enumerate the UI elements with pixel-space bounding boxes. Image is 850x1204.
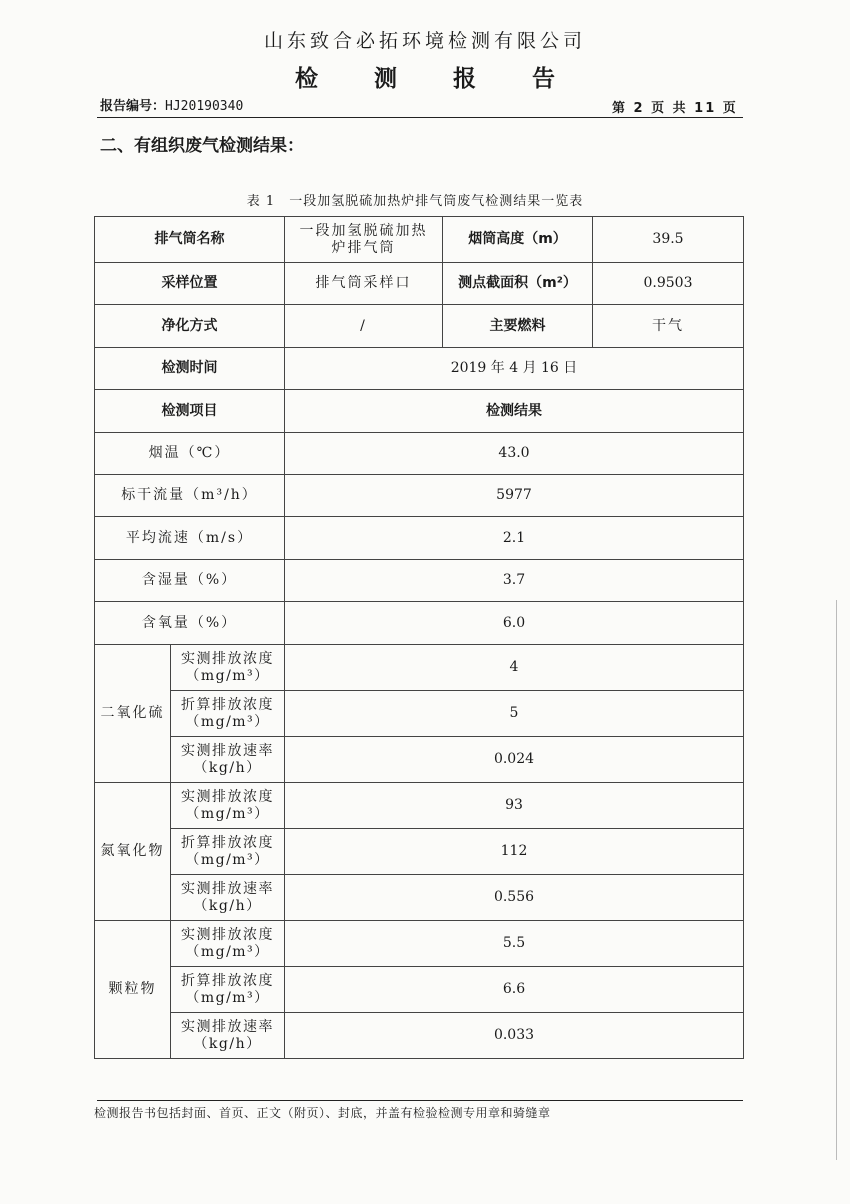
table-row: [95, 305, 744, 348]
cross-section-area-label: 测点截面积（m²）: [443, 263, 593, 305]
fuel-label: 主要燃料: [443, 305, 593, 348]
metric-label: [171, 875, 285, 921]
metric-value: 5: [285, 691, 744, 737]
metric-value: 0.556: [285, 875, 744, 921]
metric-value: 112: [285, 829, 744, 875]
table-row: [95, 390, 744, 433]
sample-position-label: 采样位置: [95, 263, 285, 305]
seam-stamp-edge: [836, 600, 837, 1160]
company-name: 山东致合必拓环境检测有限公司: [263, 30, 586, 52]
report-number-value: HJ20190340: [165, 99, 244, 114]
table-row: [95, 348, 744, 390]
metric-unit: （kg/h）: [193, 897, 262, 914]
table-row: [95, 560, 744, 602]
purification-label: 净化方式: [95, 305, 285, 348]
stack-name-line1: 一段加氢脱硫加热: [299, 222, 428, 239]
fuel-value: 干气: [593, 305, 744, 348]
report-number-label: 报告编号：: [100, 99, 166, 114]
metric-label: [171, 967, 285, 1013]
basic-item-value: 43.0: [285, 433, 744, 475]
table-row: [95, 263, 744, 305]
metric-label: [171, 737, 285, 783]
metric-label: [171, 645, 285, 691]
table-row: [95, 602, 744, 645]
basic-item-value: 5977: [285, 475, 744, 517]
table-row: [95, 921, 744, 967]
table-row: [95, 217, 744, 263]
metric-unit: （mg/m³）: [185, 713, 270, 730]
pollutant-name-nox: 氮氧化物: [95, 783, 171, 921]
pollutant-name-particulate: 颗粒物: [95, 921, 171, 1059]
results-table: [94, 216, 744, 1059]
metric-label: [171, 691, 285, 737]
metric-unit: （kg/h）: [193, 759, 262, 776]
pollutant-name-so2: 二氧化硫: [95, 645, 171, 783]
section-title: 二、有组织废气检测结果：: [100, 136, 304, 156]
purification-value: /: [285, 305, 443, 348]
metric-name: 实测排放浓度: [181, 926, 274, 943]
basic-item-value: 6.0: [285, 602, 744, 645]
table-row: [95, 1013, 744, 1059]
metric-unit: （mg/m³）: [185, 943, 270, 960]
table-caption: 表 1 一段加氢脱硫加热炉排气筒废气检测结果一览表: [246, 194, 584, 209]
table-row: [95, 875, 744, 921]
metric-value: 0.024: [285, 737, 744, 783]
table-row: [95, 967, 744, 1013]
table-row: [95, 645, 744, 691]
table-row: [95, 783, 744, 829]
header-divider: [97, 117, 743, 118]
test-result-header: 检测结果: [285, 390, 744, 433]
cross-section-area-value: 0.9503: [593, 263, 744, 305]
document-title: 检 测 报 告: [294, 66, 580, 92]
basic-item-label: 标干流量（m³/h）: [95, 475, 285, 517]
basic-item-label: 平均流速（m/s）: [95, 517, 285, 560]
test-time-label: 检测时间: [95, 348, 285, 390]
stack-height-value: 39.5: [593, 217, 744, 263]
metric-name: 折算排放浓度: [181, 972, 274, 989]
page-info: 第 2 页 共 11 页: [612, 101, 738, 116]
test-item-header: 检测项目: [95, 390, 285, 433]
table-row: [95, 737, 744, 783]
basic-item-value: 3.7: [285, 560, 744, 602]
table-row: [95, 517, 744, 560]
metric-unit: （mg/m³）: [185, 989, 270, 1006]
report-number: [100, 95, 243, 114]
metric-value: 5.5: [285, 921, 744, 967]
sample-position-value: 排气筒采样口: [285, 263, 443, 305]
basic-item-value: 2.1: [285, 517, 744, 560]
metric-value: 6.6: [285, 967, 744, 1013]
metric-name: 实测排放浓度: [181, 650, 274, 667]
metric-name: 实测排放浓度: [181, 788, 274, 805]
metric-value: 4: [285, 645, 744, 691]
table-row: [95, 691, 744, 737]
metric-label: [171, 1013, 285, 1059]
basic-item-label: 含氧量（%）: [95, 602, 285, 645]
stack-name-value: [285, 217, 443, 263]
footer-divider: [97, 1100, 743, 1101]
stack-name-label: 排气筒名称: [95, 217, 285, 263]
metric-unit: （mg/m³）: [185, 667, 270, 684]
metric-name: 实测排放速率: [181, 742, 274, 759]
footer-note: 检测报告书包括封面、首页、正文（附页）、封底，并盖有检验检测专用章和骑缝章: [94, 1106, 551, 1120]
metric-name: 折算排放浓度: [181, 696, 274, 713]
stack-height-label: 烟筒高度（m）: [443, 217, 593, 263]
basic-item-label: 烟温（℃）: [95, 433, 285, 475]
metric-unit: （kg/h）: [193, 1035, 262, 1052]
metric-name: 实测排放速率: [181, 1018, 274, 1035]
metric-unit: （mg/m³）: [185, 851, 270, 868]
test-time-value: 2019 年 4 月 16 日: [285, 348, 744, 390]
metric-value: 0.033: [285, 1013, 744, 1059]
metric-unit: （mg/m³）: [185, 805, 270, 822]
basic-item-label: 含湿量（%）: [95, 560, 285, 602]
table-row: [95, 433, 744, 475]
metric-label: [171, 829, 285, 875]
metric-name: 实测排放速率: [181, 880, 274, 897]
table-row: [95, 829, 744, 875]
stack-name-line2: 炉排气筒: [331, 239, 396, 256]
metric-label: [171, 783, 285, 829]
metric-name: 折算排放浓度: [181, 834, 274, 851]
metric-value: 93: [285, 783, 744, 829]
metric-label: [171, 921, 285, 967]
table-row: [95, 475, 744, 517]
